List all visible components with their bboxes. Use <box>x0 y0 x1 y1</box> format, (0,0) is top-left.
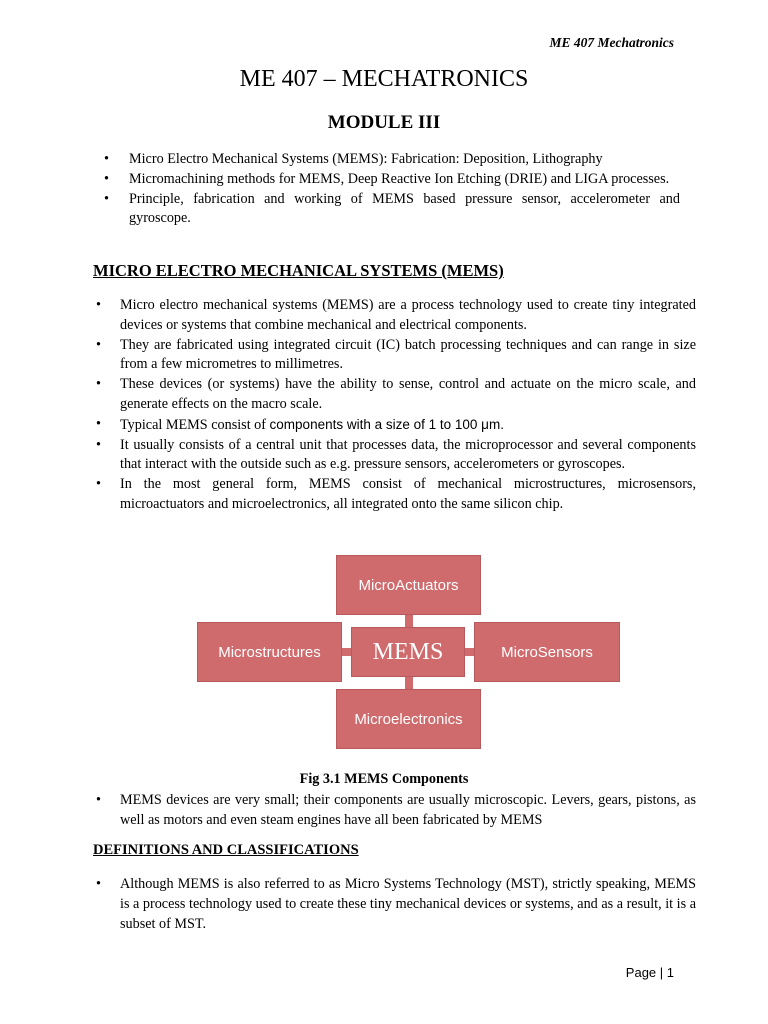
bullet-icon: • <box>96 792 101 808</box>
microsensors-box: MicroSensors <box>474 622 620 682</box>
module-title: MODULE III <box>327 112 441 133</box>
bullet-icon: • <box>96 476 101 493</box>
connector-right <box>465 648 474 656</box>
list-item: • MEMS devices are very small; their components are usually microscopic. Levers, gears, pistons, as well as motors and even steam engines have all been fabricated by MEMS <box>96 792 696 828</box>
microelectronics-box: Microelectronics <box>336 689 481 749</box>
mems-points-list <box>96 296 696 515</box>
bullet-icon: • <box>96 336 101 353</box>
microactuators-box: MicroActuators <box>336 555 481 615</box>
mems-center-box: MEMS <box>351 627 465 677</box>
list-item: • In the most general form, MEMS consist of mechanical microstructures, microsensors, microactuators and microelectronics, all integrated onto the same silicon chip. <box>96 476 696 512</box>
running-header: ME 407 Mechatronics <box>549 35 674 50</box>
bullet-icon: • <box>104 151 109 167</box>
list-item: • Principle, fabrication and working of MEMS based pressure sensor, accelerometer and gyroscope. <box>104 190 680 227</box>
microstructures-box: Microstructures <box>197 622 342 682</box>
list-item: • Micro Electro Mechanical Systems (MEMS): Fabrication: Deposition, Lithography <box>104 150 680 170</box>
figure-caption: Fig 3.1 MEMS Components <box>299 771 469 787</box>
bullet-icon: • <box>104 170 109 187</box>
bullet-icon: • <box>96 415 101 432</box>
page-number: Page | 1 <box>625 965 674 980</box>
definitions-list <box>96 875 696 934</box>
connector-left <box>342 648 351 656</box>
list-item: • They are fabricated using integrated circuit (IC) batch processing techniques and can range in size from a few micrometres to millimetres. <box>96 336 696 373</box>
list-item: • Micro electro mechanical systems (MEMS) are a process technology used to create tiny integrated devices or systems that combine mechanical and electrical components. <box>96 297 696 333</box>
list-item: • These devices (or systems) have the ability to sense, control and actuate on the micro scale, and generate effects on the macro scale. <box>96 376 696 412</box>
list-item: • Although MEMS is also referred to as Micro Systems Technology (MST), strictly speaking, MEMS is a process technology used to create these tiny mechanical devices or systems, and as a result, it is a subset of MST. <box>96 876 696 932</box>
list-item: • It usually consists of a central unit that processes data, the microprocessor and several components that interact with the outside such as e.g. pressure sensors, accelerometers or gyroscopes. <box>96 436 696 473</box>
module-topics-list <box>104 150 680 229</box>
list-item: • Typical MEMS consist of components with a size of 1 to 100 μm. <box>96 415 504 433</box>
bullet-icon: • <box>96 876 101 892</box>
connector-top <box>405 615 413 627</box>
bullet-icon: • <box>96 376 101 393</box>
list-item: • Micromachining methods for MEMS, Deep Reactive Ion Etching (DRIE) and LIGA processes. <box>104 170 680 190</box>
bullet-icon: • <box>96 436 101 453</box>
section-heading-definitions: DEFINITIONS AND CLASSIFICATIONS <box>93 842 359 858</box>
bullet-icon: • <box>104 190 109 207</box>
mems-size-list <box>96 791 696 831</box>
bullet-icon: • <box>96 297 101 313</box>
connector-bottom <box>405 677 413 689</box>
document-title: ME 407 – MECHATRONICS <box>239 66 529 92</box>
section-heading-mems: MICRO ELECTRO MECHANICAL SYSTEMS (MEMS) <box>93 261 504 280</box>
